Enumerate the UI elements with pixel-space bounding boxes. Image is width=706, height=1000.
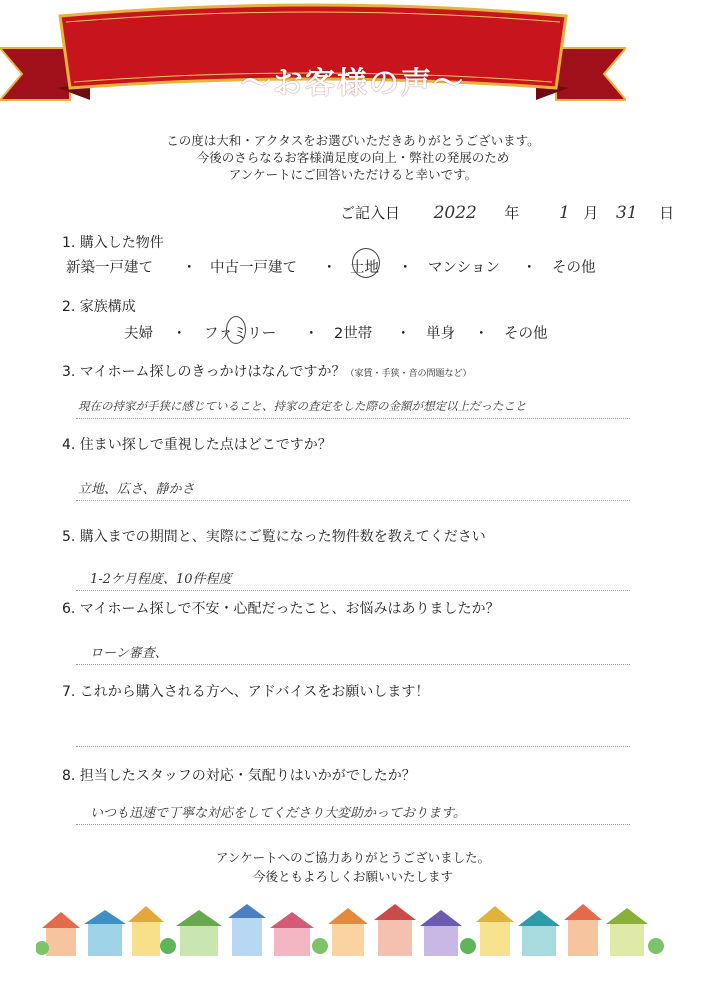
question-5: 5. 購入までの期間と、実際にご覧になった物件数を教えてください — [62, 529, 486, 545]
date-month-unit: 月 — [583, 204, 599, 222]
question-2: 2. 家族構成 — [62, 299, 136, 315]
date-year: 2022 — [433, 203, 477, 223]
q1-separator: ・ — [322, 260, 337, 276]
answer-3: 現在の持家が手狭に感じていること、持家の査定をした際の金額が想定以上だったこと — [78, 399, 527, 413]
date-day: 31 — [615, 203, 638, 223]
question-1: 1. 購入した物件 — [62, 235, 164, 251]
intro-line: アンケートにご回答いただけると幸いです。 — [228, 167, 478, 182]
q2-option[interactable]: 2世帯 — [334, 326, 373, 342]
house-icon — [374, 904, 416, 956]
date-year-unit: 年 — [504, 204, 520, 222]
q1-option[interactable]: 新築一戸建て — [66, 260, 153, 276]
question-3-note: （家賃・手狭・音の問題など） — [345, 369, 472, 379]
house-icon — [128, 906, 164, 956]
q2-separator: ・ — [396, 326, 411, 342]
question-3 — [62, 361, 472, 381]
footer-line: アンケートへのご協力ありがとうございました。 — [215, 850, 491, 865]
q2-option[interactable]: その他 — [504, 326, 548, 342]
entry-date — [340, 202, 674, 223]
intro-text — [0, 132, 706, 183]
intro-line: この度は大和・アクタスをお選びいただきありがとうございます。 — [166, 133, 540, 148]
house-icon — [606, 908, 648, 956]
question-8: 8. 担当したスタッフの対応・気配りはいかがでしたか？ — [62, 768, 416, 784]
selection-circle — [226, 316, 246, 344]
q1-option[interactable]: 中古一戸建て — [210, 260, 297, 276]
question-7: 7. これから購入される方へ、アドバイスをお願いします！ — [62, 684, 430, 700]
answer-6: ローン審査、 — [90, 646, 168, 661]
answer-4: 立地、広さ、静かさ — [78, 482, 195, 497]
q2-option[interactable]: 夫婦 — [124, 326, 153, 342]
question-3-label: 3. マイホーム探しのきっかけはなんですか？ — [62, 364, 346, 380]
question-6: 6. マイホーム探しで不安・心配だったこと、お悩みはありましたか？ — [62, 601, 500, 617]
q2-option[interactable]: 単身 — [426, 326, 455, 342]
house-icon — [476, 906, 514, 956]
q1-separator: ・ — [398, 260, 413, 276]
answer-line — [76, 590, 630, 591]
q1-separator: ・ — [522, 260, 537, 276]
q1-option[interactable]: マンション — [428, 260, 500, 276]
house-icon — [270, 912, 314, 956]
q1-option-selected[interactable]: 土地 — [350, 260, 379, 276]
q2-separator: ・ — [304, 326, 319, 342]
q2-option-selected[interactable]: ファミリー — [204, 326, 277, 342]
house-icon — [420, 910, 462, 956]
date-label: ご記入日 — [340, 204, 401, 222]
q2-separator: ・ — [474, 326, 489, 342]
q2-separator: ・ — [172, 326, 187, 342]
date-day-unit: 日 — [659, 204, 675, 222]
footer-line: 今後ともよろしくお願いいたします — [252, 869, 453, 884]
house-icon — [564, 904, 602, 956]
intro-line: 今後のさらなるお客様満足度の向上・弊社の発展のため — [196, 150, 510, 165]
answer-line — [76, 664, 630, 665]
footer-text — [0, 848, 706, 886]
house-icon — [84, 910, 126, 956]
page-title: 〜お客様の声〜 — [241, 66, 465, 101]
answer-8: いつも迅速で丁寧な対応をしてくださり大変助かっております。 — [90, 806, 466, 821]
answer-line — [76, 500, 630, 501]
q1-separator: ・ — [182, 260, 197, 276]
house-icon — [176, 910, 222, 956]
selection-circle — [352, 248, 380, 278]
answer-line — [76, 418, 630, 419]
date-month: 1 — [558, 203, 570, 223]
house-icon — [518, 910, 560, 956]
answer-line — [76, 746, 630, 747]
houses-illustration — [36, 900, 666, 962]
house-icon — [228, 904, 266, 956]
answer-line — [76, 824, 630, 825]
house-icon — [328, 908, 368, 956]
question-4: 4. 住まい探しで重視した点はどこですか？ — [62, 437, 332, 453]
q1-option[interactable]: その他 — [552, 260, 596, 276]
answer-5: 1-2ケ月程度、10件程度 — [90, 572, 232, 587]
